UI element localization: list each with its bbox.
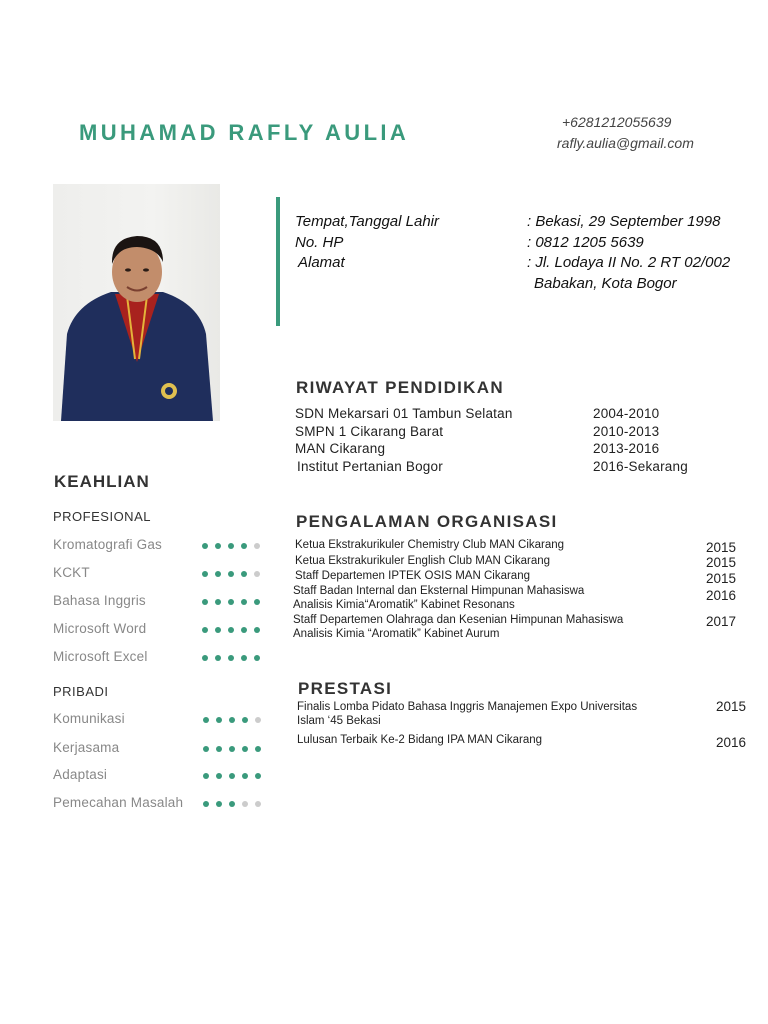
birth-label: Tempat,Tanggal Lahir — [295, 213, 439, 230]
org-year-1: 2015 — [706, 540, 737, 555]
achievement-1-line1: Finalis Lomba Pidato Bahasa Inggris Manajemen Expo Universitas — [297, 701, 638, 713]
org-year-2: 2015 — [706, 555, 737, 570]
org-item-1: Ketua Ekstrakurikuler Chemistry Club MAN Cikarang — [295, 539, 565, 551]
rating-dot-filled — [228, 655, 234, 661]
rating-dot-filled — [255, 773, 261, 779]
org-year-4: 2016 — [706, 588, 737, 603]
rating-dot-filled — [203, 773, 209, 779]
rating-dot-filled — [241, 543, 247, 549]
rating-dot-filled — [254, 599, 260, 605]
list-item — [295, 406, 715, 424]
skill-name: Pemecahan Masalah — [53, 795, 184, 810]
school-name: SMPN 1 Cikarang Barat — [295, 423, 444, 439]
rating-dot-filled — [241, 571, 247, 577]
school-name: Institut Pertanian Bogor — [297, 458, 443, 474]
rating-dot-empty — [254, 543, 260, 549]
rating-dot-filled — [203, 717, 209, 723]
school-years: 2016-Sekarang — [593, 458, 688, 474]
rating-dot-filled — [229, 801, 235, 807]
skills-professional-label: PROFESIONAL — [53, 509, 151, 524]
list-item — [295, 459, 715, 477]
rating-dot-empty — [255, 801, 261, 807]
skill-name: Adaptasi — [53, 767, 108, 782]
rating-dot-filled — [241, 627, 247, 633]
org-year-5: 2017 — [706, 614, 737, 629]
rating-dot-filled — [242, 717, 248, 723]
accent-bar — [276, 197, 280, 326]
rating-dot-filled — [228, 627, 234, 633]
skill-rating — [202, 655, 260, 661]
org-item-4-line2: Analisis Kimia“Aromatik” Kabinet Resonans — [293, 599, 515, 611]
rating-dot-filled — [228, 543, 234, 549]
rating-dot-filled — [242, 773, 248, 779]
rating-dot-filled — [215, 599, 221, 605]
rating-dot-filled — [228, 571, 234, 577]
rating-dot-filled — [215, 627, 221, 633]
rating-dot-filled — [229, 773, 235, 779]
rating-dot-filled — [202, 599, 208, 605]
school-name: MAN Cikarang — [295, 441, 386, 456]
phone-label: No. HP — [295, 234, 344, 251]
skill-name: Microsoft Word — [53, 621, 147, 636]
rating-dot-filled — [203, 801, 209, 807]
skill-rating — [203, 773, 261, 779]
skill-name: Komunikasi — [53, 711, 125, 726]
rating-dot-filled — [216, 746, 222, 752]
org-item-4-line1: Staff Badan Internal dan Eksternal Himpunan Mahasiswa — [293, 585, 585, 597]
rating-dot-filled — [202, 571, 208, 577]
rating-dot-filled — [216, 773, 222, 779]
skill-rating — [203, 746, 261, 752]
org-item-5-line1: Staff Departemen Olahraga dan Kesenian Himpunan Mahasiswa — [293, 614, 624, 626]
rating-dot-filled — [202, 655, 208, 661]
skill-name: Kerjasama — [53, 740, 120, 755]
skills-personal-label: PRIBADI — [53, 684, 109, 699]
org-item-2: Ketua Ekstrakurikuler English Club MAN Cikarang — [295, 555, 551, 567]
list-item — [295, 424, 715, 442]
achievements-title: PRESTASI — [298, 679, 393, 698]
education-title: RIWAYAT PENDIDIKAN — [296, 378, 504, 397]
org-item-5-line2: Analisis Kimia “Aromatik” Kabinet Aurum — [293, 628, 500, 640]
contact-email: rafly.aulia@gmail.com — [557, 135, 694, 151]
skill-rating — [202, 627, 260, 633]
rating-dot-filled — [215, 543, 221, 549]
school-years: 2010-2013 — [593, 423, 660, 439]
rating-dot-filled — [255, 746, 261, 752]
rating-dot-filled — [254, 655, 260, 661]
skills-title: KEAHLIAN — [54, 472, 150, 491]
skill-name: Kromatografi Gas — [53, 537, 162, 552]
rating-dot-filled — [228, 599, 234, 605]
skill-name: Bahasa Inggris — [53, 593, 146, 608]
skill-rating — [203, 717, 261, 723]
skill-name: KCKT — [53, 565, 90, 580]
birth-value: : Bekasi, 29 September 1998 — [527, 213, 721, 230]
address-value-1: : Jl. Lodaya II No. 2 RT 02/002 — [527, 254, 731, 271]
list-item — [295, 441, 715, 459]
rating-dot-empty — [255, 717, 261, 723]
education-list — [295, 406, 715, 476]
school-years: 2013-2016 — [593, 441, 660, 456]
school-years: 2004-2010 — [593, 406, 660, 421]
skill-name: Microsoft Excel — [53, 649, 148, 664]
achievement-2-line1: Lulusan Terbaik Ke-2 Bidang IPA MAN Cikarang — [297, 734, 543, 746]
achievement-year-2: 2016 — [716, 735, 747, 750]
rating-dot-filled — [202, 627, 208, 633]
rating-dot-filled — [215, 655, 221, 661]
rating-dot-filled — [203, 746, 209, 752]
rating-dot-filled — [216, 717, 222, 723]
rating-dot-filled — [229, 717, 235, 723]
rating-dot-filled — [242, 746, 248, 752]
org-year-3: 2015 — [706, 571, 737, 586]
address-label: Alamat — [298, 254, 345, 271]
org-item-3: Staff Departemen IPTEK OSIS MAN Cikarang — [295, 570, 530, 582]
skill-rating — [202, 599, 260, 605]
skill-rating — [202, 571, 260, 577]
rating-dot-filled — [229, 746, 235, 752]
achievement-year-1: 2015 — [716, 699, 747, 714]
rating-dot-filled — [202, 543, 208, 549]
rating-dot-filled — [215, 571, 221, 577]
rating-dot-filled — [241, 599, 247, 605]
skill-rating — [202, 543, 260, 549]
organization-title: PENGALAMAN ORGANISASI — [296, 512, 558, 531]
phone-value: : 0812 1205 5639 — [527, 234, 644, 251]
address-value-2: Babakan, Kota Bogor — [534, 275, 677, 292]
full-name: MUHAMAD RAFLY AULIA — [79, 120, 410, 145]
school-name: SDN Mekarsari 01 Tambun Selatan — [295, 406, 513, 421]
profile-photo — [53, 184, 220, 421]
skill-rating — [203, 801, 261, 807]
rating-dot-filled — [216, 801, 222, 807]
rating-dot-filled — [254, 627, 260, 633]
achievement-1-line2: Islam ‘45 Bekasi — [297, 715, 381, 727]
rating-dot-empty — [242, 801, 248, 807]
rating-dot-empty — [254, 571, 260, 577]
rating-dot-filled — [241, 655, 247, 661]
contact-phone: +6281212055639 — [562, 114, 672, 130]
